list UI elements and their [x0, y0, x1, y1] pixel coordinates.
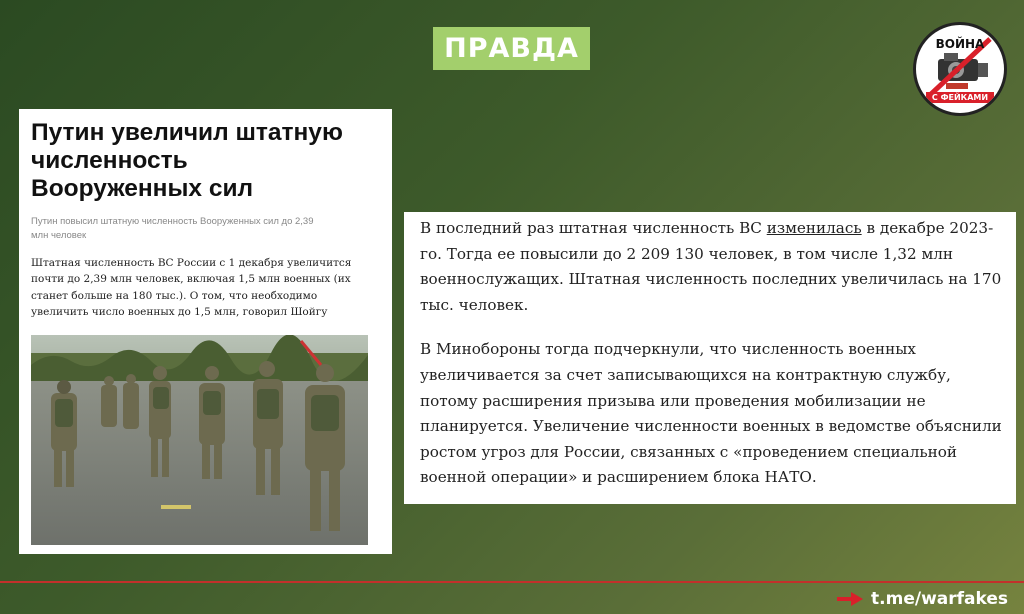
pravda-badge: ПРАВДА	[433, 27, 590, 70]
article-subtitle: Путин повысил штатную численность Вооруженных сил до 2,39 млн человек	[31, 216, 314, 241]
soldiers-photo	[31, 335, 368, 545]
quote-paragraph-2: В Минобороны тогда подчеркнули, что численность военных увеличивается за счет записывающихся на контрактную службу, потому расширения призыва или проведения мобилизации не планируется. Увеличение численности военных в ведомстве объяснили ростом угроз для России, связанных с «проведением специальной военной операции» и расширением блока НАТО.	[420, 340, 1002, 487]
quote-card	[404, 212, 1016, 504]
footer-divider	[0, 581, 1024, 583]
footer	[837, 586, 1008, 612]
logo-bottom-text: С ФЕЙКАМИ	[926, 92, 994, 103]
quote-paragraph-1: В последний раз штатная численность ВС изменилась в декабре 2023-го. Тогда ее повысили до 2 209 130 человек, в том числе 1,32 млн военнослужащих. Штатная численность последних увеличилась на 170 тыс. человек.	[420, 219, 1002, 314]
arrow-right-icon	[837, 592, 863, 606]
article-card	[19, 109, 392, 554]
article-title: Путин увеличил штатную численность Вооруженных сил	[31, 119, 343, 202]
article-lead: Штатная численность ВС России с 1 декабря увеличится почти до 2,39 млн человек, включая 1,5 млн военных (их станет больше на 180 тыс.). О том, что необходимо увеличить число военных до 1,5 млн, говорил Шойгу	[31, 257, 352, 318]
logo-top-text: ВОЙНА	[935, 37, 985, 51]
quote-link[interactable]: изменилась	[766, 219, 862, 237]
telegram-link[interactable]: t.me/warfakes	[871, 589, 1008, 609]
war-on-fakes-logo	[913, 22, 1007, 116]
